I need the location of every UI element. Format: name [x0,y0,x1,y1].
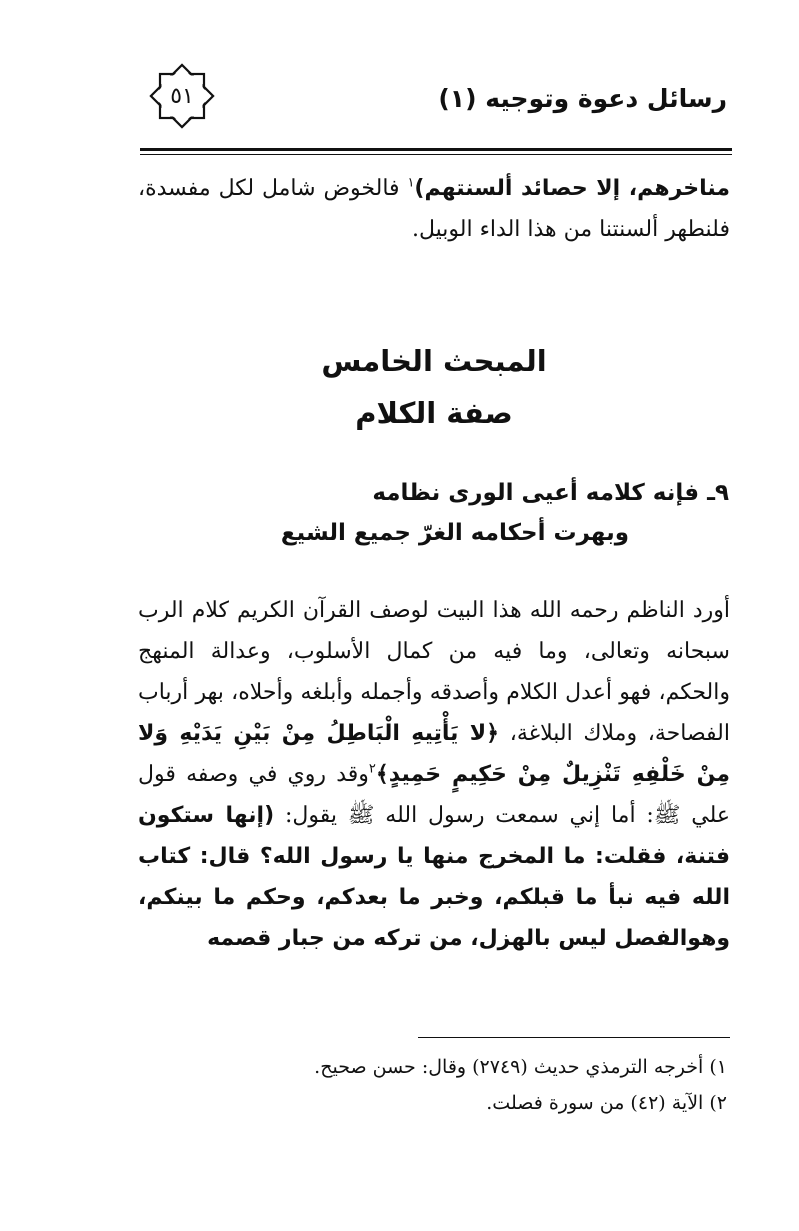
footnote-1: ١) أخرجه الترمذي حديث (٢٧٤٩) وقال: حسن صحيح. [314,1056,727,1078]
quran-verse: ﴿لا يَأْتِيهِ الْبَاطِلُ مِنْ بَيْنِ يَدَيْهِ وَلا مِنْ خَلْفِهِ تَنْزِيلٌ مِنْ حَكِيمٍ حَمِيدٍ﴾ [138,721,730,787]
footnote-2-number: ٢ [716,1092,727,1114]
verse-line-2: وبهرت أحكامه الغرّ جميع الشيع [280,520,629,546]
intro-paragraph [138,168,730,250]
page-number: ٥١ [170,83,194,109]
intro-bold-quote: مناخرهم، إلا حصائد ألسنتهم) [414,176,730,201]
body-paragraph [138,590,730,959]
running-title: رسائل دعوة وتوجيه (١) [438,84,727,113]
footnote-2: ٢) الآية (٤٢) من سورة فصلت. [486,1092,727,1114]
section-subheading: صفة الكلام [355,396,513,430]
footnote-2-text: الآية (٤٢) من سورة فصلت. [486,1092,704,1114]
intro-text: فالخوض شامل لكل مفسدة، فلنطهر ألسنتنا من هذا الداء الوبيل. [138,176,730,242]
footnote-1-number: ١ [716,1056,727,1078]
page-number-badge [146,60,218,132]
hadith-quote: (إنها ستكون فتنة، فقلت: ما المخرج منها يا رسول الله؟ قال: كتاب الله فيه نبأ ما قبلكم، وخبر ما بعدكم، وحكم ما بينكم، وهوالفصل ليس بالهزل، من تركه من جبار قصمه [138,803,730,951]
body-text-2: وقد روي في وصفه قول علي ﷺ: أما إني سمعت رسول الله ﷺ يقول: [138,762,730,828]
footnote-separator [418,1037,730,1038]
footnote-1-text: أخرجه الترمذي حديث (٢٧٤٩) وقال: حسن صحيح. [314,1056,704,1078]
header-rule-thin [140,154,732,155]
section-heading: المبحث الخامس [321,344,547,378]
footnote-ref-1[interactable]: ١ [407,175,415,191]
verse-line-1: ٩ـ فإنه كلامه أعيى الورى نظامه [372,480,729,506]
body-text-1: أورد الناظم رحمه الله هذا البيت لوصف القرآن الكريم كلام الرب سبحانه وتعالى، وما فيه من كمال الأسلوب، وعدالة المنهج والحكم، فهو أعدل الكلام وأصدقه وأجمله وأبلغه وأحلاه، بهر أرباب الفصاحة، وملاك البلاغة، [138,598,730,746]
footnote-ref-2[interactable]: ٢ [368,761,376,777]
header-rule-thick [140,148,732,151]
